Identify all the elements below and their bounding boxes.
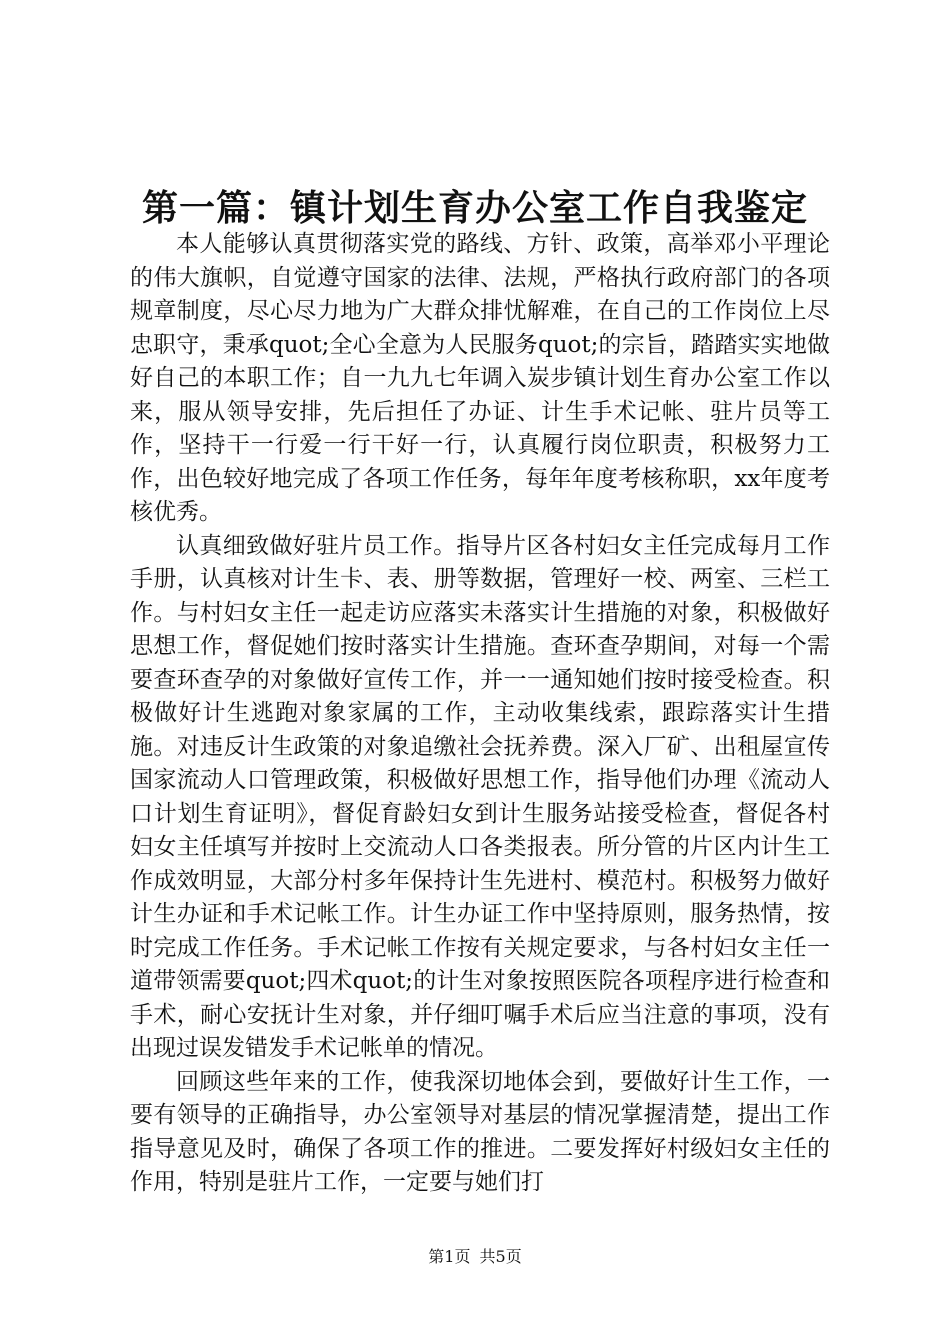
page-footer bbox=[0, 1245, 950, 1269]
page-total: 共5页 bbox=[479, 1247, 522, 1266]
document-title: 第一篇：镇计划生育办公室工作自我鉴定 bbox=[141, 187, 808, 229]
body-paragraph: 本人能够认真贯彻落实党的路线、方针、政策，高举邓小平理论的伟大旗帜，自觉遵守国家的法律、法规，严格执行政府部门的各项规章制度，尽心尽力地为广大群众排忧解难，在自己的工作岗位上尽忠职守，秉承quot;全心全意为人民服务quot;的宗旨，踏踏实实地做好自己的本职工作；自一九九七年调入炭步镇计划生育办公室工作以来，服从领导安排，先后担任了办证、计生手术记帐、驻片员等工作，坚持干一行爱一行干好一行，认真履行岗位职责，积极努力工作，出色较好地完成了各项工作任务，每年年度考核称职，xx年度考核优秀。 bbox=[130, 231, 830, 525]
body-paragraph: 回顾这些年来的工作，使我深切地体会到，要做好计生工作，一要有领导的正确指导，办公室领导对基层的情况掌握清楚，提出工作指导意见及时，确保了各项工作的推进。二要发挥好村级妇女主任的作用，特别是驻片工作，一定要与她们打 bbox=[130, 1068, 830, 1195]
document-body bbox=[130, 228, 830, 1200]
page-number: 第1页 bbox=[428, 1247, 471, 1266]
body-paragraph: 认真细致做好驻片员工作。指导片区各村妇女主任完成每月工作手册，认真核对计生卡、表、册等数据，管理好一校、两室、三栏工作。与村妇女主任一起走访应落实未落实计生措施的对象，积极做好思想工作，督促她们按时落实计生措施。查环查孕期间，对每一个需要查环查孕的对象做好宣传工作，并一一通知她们按时接受检查。积极做好计生逃跑对象家属的工作，主动收集线索，跟踪落实计生措施。对违反计生政策的对象追缴社会抚养费。深入厂矿、出租屋宣传国家流动人口管理政策，积极做好思想工作，指导他们办理《流动人口计划生育证明》，督促育龄妇女到计生服务站接受检查，督促各村妇女主任填写并按时上交流动人口各类报表。所分管的片区内计生工作成效明显，大部分村多年保持计生先进村、模范村。积极努力做好计生办证和手术记帐工作。计生办证工作中坚持原则，服务热情，按时完成工作任务。手术记帐工作按有关规定要求，与各村妇女主任一道带领需要quot;四术quot;的计生对象按照医院各项程序进行检查和手术，耐心安抚计生对象，并仔细叮嘱手术后应当注意的事项，没有出现过误发错发手术记帐单的情况。 bbox=[130, 532, 830, 1061]
